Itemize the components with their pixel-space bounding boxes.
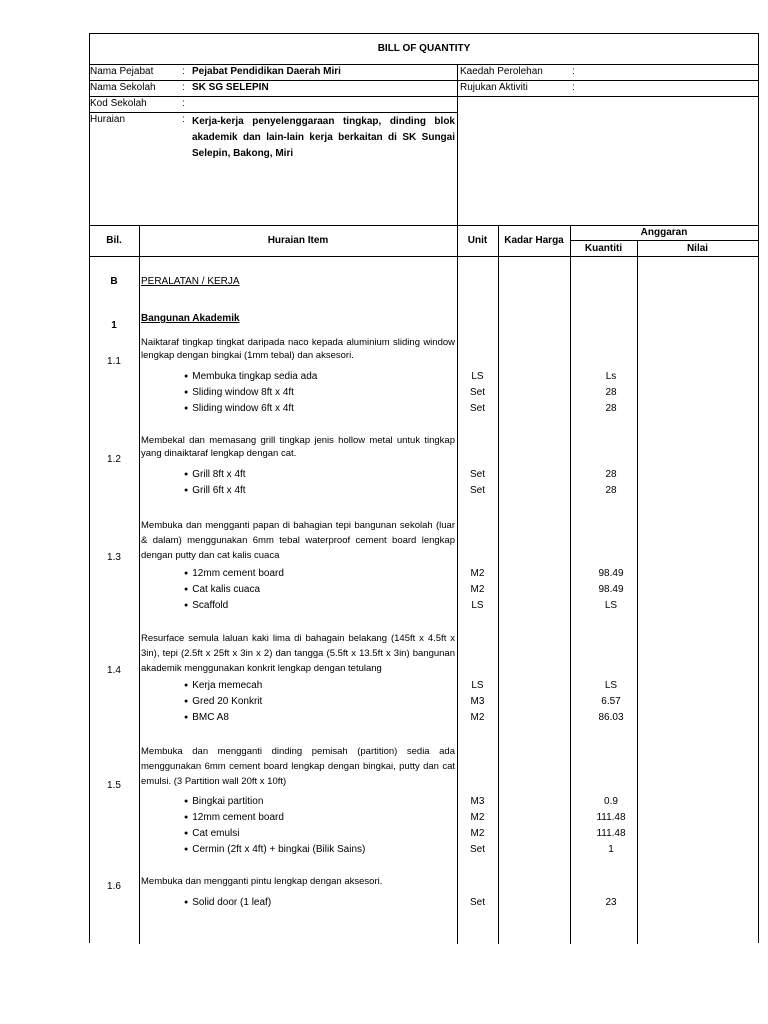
header-unit: Unit <box>467 235 488 246</box>
item-description: Membuka dan mengganti papan di bahagian tepi bangunan sekolah (luar & dalam) menggunakan 6mm tebal waterproof cement board lengkap dengan putty dan cat kalis cuaca <box>141 520 455 561</box>
item-line-text: ● 12mm cement board <box>184 568 284 581</box>
colon: : <box>182 114 185 125</box>
info-line-bottom <box>89 225 759 226</box>
item-description: Membekal dan memasang grill tingkap jenis hollow metal untuk tingkap yang dinaiktaraf lengkap dengan cat. <box>141 435 455 459</box>
info-line-3 <box>89 96 759 97</box>
item-no: 1.1 <box>107 356 121 367</box>
item-line-text: ● Membuka tingkap sedia ada <box>184 371 317 384</box>
header-kuantiti: Kuantiti <box>584 243 623 254</box>
item-no: 1.6 <box>107 881 121 892</box>
header-anggaran: Anggaran <box>640 227 688 238</box>
rujukan-label: Rujukan Aktiviti <box>460 82 528 93</box>
item-no: 1.4 <box>107 665 121 676</box>
item-line-text: ● Solid door (1 leaf) <box>184 897 271 910</box>
item-line-unit: M2 <box>470 828 485 839</box>
info-line-1 <box>89 64 759 65</box>
item-line-unit: M2 <box>470 584 485 595</box>
document-title: BILL OF QUANTITY <box>377 43 471 54</box>
section-code: B <box>110 276 118 287</box>
item-line-text: ● Sliding window 8ft x 4ft <box>184 387 294 400</box>
item-line-unit: M3 <box>470 796 485 807</box>
item-line-qty: 98.49 <box>598 568 624 579</box>
item-line-qty: 111.48 <box>596 828 626 839</box>
item-no: 1.3 <box>107 552 121 563</box>
item-line-unit: Set <box>469 469 485 480</box>
header-huraian-item: Huraian Item <box>267 235 329 246</box>
anggaran-divider <box>570 240 758 241</box>
frame-right-line <box>758 33 759 943</box>
item-line-text: ● Grill 6ft x 4ft <box>184 485 246 498</box>
item-description: Membuka dan mengganti pintu lengkap dengan aksesori. <box>141 876 383 887</box>
item-line-qty: 23 <box>605 897 617 908</box>
huraian-label: Huraian <box>90 114 126 125</box>
item-line-qty: LS <box>604 600 618 611</box>
huraian-value: Kerja-kerja penyelenggaraan tingkap, dinding blok akademik dan lain-lain kerja berkaitan di SK Sungai Selepin, Bakong, Miri <box>192 116 455 159</box>
colon: : <box>572 66 575 77</box>
header-bottom-line <box>89 256 759 257</box>
item-line-qty: 0.9 <box>604 796 618 807</box>
item-line-unit: LS <box>471 680 484 691</box>
frame-top-line <box>89 33 759 34</box>
nama-pejabat-label: Nama Pejabat <box>90 66 154 77</box>
item-line-unit: LS <box>471 600 484 611</box>
col-line-bil <box>139 225 140 944</box>
subsection-title: Bangunan Akademik <box>141 313 240 324</box>
item-line-qty: 1 <box>608 844 614 855</box>
colon: : <box>182 66 185 77</box>
item-no: 1.5 <box>107 780 121 791</box>
item-line-unit: Set <box>469 387 485 398</box>
kaedah-label: Kaedah Perolehan <box>460 66 543 77</box>
nama-sekolah-value: SK SG SELEPIN <box>192 82 269 93</box>
item-line-unit: Set <box>469 485 485 496</box>
nama-sekolah-label: Nama Sekolah <box>90 82 156 93</box>
info-line-4 <box>89 112 457 113</box>
item-line-text: ● BMC A8 <box>184 712 229 725</box>
item-line-text: ● Kerja memecah <box>184 680 262 693</box>
header-nilai: Nilai <box>686 243 709 254</box>
item-line-unit: M2 <box>470 812 485 823</box>
item-line-unit: M2 <box>470 568 485 579</box>
item-line-text: ● 12mm cement board <box>184 812 284 825</box>
item-line-unit: Set <box>469 844 485 855</box>
item-line-qty: Ls <box>605 371 617 382</box>
col-line-unit <box>498 225 499 944</box>
item-description: Resurface semula laluan kaki lima di bahagain belakang (145ft x 4.5ft x 3in), tepi (2.5ft x 25ft x 3in x 2) dan tangga (5.5ft x 13.5ft x 3in) bangunan akademik menggunakan konkrit lengkap dengan tetulang <box>141 633 455 674</box>
subsection-code: 1 <box>111 320 117 331</box>
item-description: Membuka dan mengganti dinding pemisah (partition) sedia ada menggunakan 6mm cement board lengkap dengan bingkai, putty dan cat emulsi. (3 Partition wall 20ft x 10ft) <box>141 746 455 787</box>
item-line-unit: Set <box>469 403 485 414</box>
item-line-qty: 98.49 <box>598 584 624 595</box>
nama-pejabat-value: Pejabat Pendidikan Daerah Miri <box>192 66 341 77</box>
item-line-qty: 28 <box>605 387 617 398</box>
item-line-text: ● Scaffold <box>184 600 228 613</box>
item-line-qty: 86.03 <box>598 712 624 723</box>
frame-left-line <box>89 33 90 943</box>
item-description: Naiktaraf tingkap tingkat daripada naco kepada aluminium sliding window lengkap dengan bingkai (1mm tebal) dan aksesori. <box>141 337 455 361</box>
item-line-text: ● Cermin (2ft x 4ft) + bingkai (Bilik Sains) <box>184 844 365 857</box>
item-line-text: ● Gred 20 Konkrit <box>184 696 262 709</box>
colon: : <box>182 98 185 109</box>
item-line-unit: M2 <box>470 712 485 723</box>
item-line-text: ● Cat kalis cuaca <box>184 584 260 597</box>
header-kadar-harga: Kadar Harga <box>504 235 564 246</box>
section-title: PERALATAN / KERJA <box>141 276 240 287</box>
item-line-unit: M3 <box>470 696 485 707</box>
item-line-qty: 28 <box>605 485 617 496</box>
item-line-text: ● Sliding window 6ft x 4ft <box>184 403 294 416</box>
item-line-qty: 28 <box>605 469 617 480</box>
item-no: 1.2 <box>107 454 121 465</box>
colon: : <box>182 82 185 93</box>
header-bil: Bil. <box>106 235 122 246</box>
item-line-unit: Set <box>469 897 485 908</box>
item-line-qty: 28 <box>605 403 617 414</box>
kod-sekolah-label: Kod Sekolah <box>90 98 147 109</box>
item-line-qty: 111.48 <box>596 812 626 823</box>
item-line-text: ● Cat emulsi <box>184 828 239 841</box>
info-line-2 <box>89 80 759 81</box>
item-line-text: ● Grill 8ft x 4ft <box>184 469 246 482</box>
item-line-qty: LS <box>604 680 618 691</box>
item-line-unit: LS <box>471 371 484 382</box>
item-line-qty: 6.57 <box>601 696 621 707</box>
colon: : <box>572 82 575 93</box>
item-line-text: ● Bingkai partition <box>184 796 263 809</box>
